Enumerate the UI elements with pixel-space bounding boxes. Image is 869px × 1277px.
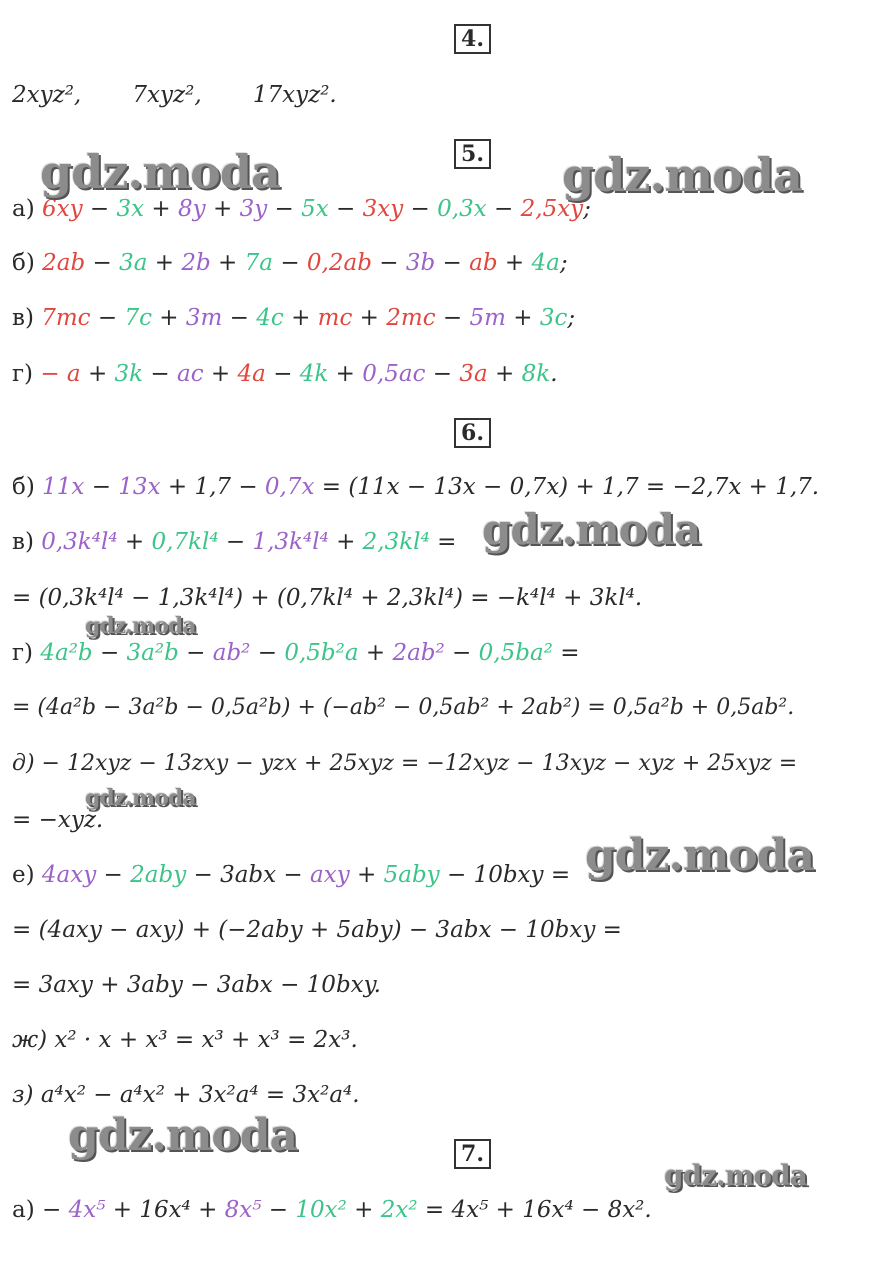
line-6d: д) − 12xyz − 13zxy − yzx + 25xyz = −12xyz − 13xyz − xyz + 25xyz = — [12, 751, 798, 776]
expr-term: 11x — [42, 474, 85, 500]
line-5g: г) − a + 3k − ac + 4a − 4k + 0,5ac − 3a + 8k. — [12, 361, 558, 387]
expr-term: − — [92, 640, 127, 666]
expr-term: 3c — [539, 305, 568, 331]
line-6g-cont: = (4a²b − 3a²b − 0,5a²b) + (−ab² − 0,5ab² + 2ab²) = 0,5a²b + 0,5ab². — [12, 695, 795, 720]
line-5b: б) 2ab − 3a + 2b + 7a − 0,2ab − 3b − ab + 4a; — [12, 250, 568, 276]
expr-term: + — [346, 1197, 381, 1223]
expr-term: − — [178, 640, 213, 666]
expr-term: ac — [177, 361, 204, 387]
expr-term: + — [352, 305, 387, 331]
expr-term: 0,5b²a — [284, 640, 359, 666]
section-number-6: 6. — [454, 418, 491, 448]
expr-term: 4c — [256, 305, 284, 331]
expr-term: − — [403, 196, 438, 222]
expr-term: − — [425, 361, 460, 387]
expr-term: 0,5ac — [362, 361, 426, 387]
line-6zh: ж) x² · x + x³ = x³ + x³ = 2x³. — [12, 1027, 358, 1053]
line-6v: в) 0,3k⁴l⁴ + 0,7kl⁴ − 1,3k⁴l⁴ + 2,3kl⁴ = — [12, 529, 457, 555]
expr-term: + — [505, 305, 540, 331]
expr-term: 3y — [239, 196, 268, 222]
expr-term: + — [328, 529, 363, 555]
expr-term: − — [265, 361, 300, 387]
expr-term: − — [486, 196, 521, 222]
line-6d-cont: = −xyz. — [12, 807, 104, 833]
expr-term: + — [358, 640, 393, 666]
expr-term: − 3abx − — [186, 862, 311, 888]
expr-term: 0,7kl⁴ — [151, 529, 219, 555]
expr-term: 3a²b — [126, 640, 179, 666]
expr-term: + — [210, 250, 245, 276]
watermark: gdz.moda — [664, 1159, 807, 1192]
expr-term: − — [371, 250, 406, 276]
expr-term: + 16x⁴ + — [105, 1197, 225, 1223]
section-number-5: 5. — [454, 139, 491, 169]
expr-term: − — [84, 474, 119, 500]
expr-term: 2ab² — [392, 640, 445, 666]
expr-term: − — [250, 640, 285, 666]
expr-term: 13x — [118, 474, 161, 500]
section-number-7: 7. — [454, 1139, 491, 1169]
expr-term: 4k — [299, 361, 329, 387]
expr-term: − — [267, 196, 302, 222]
expr-term: 5aby — [383, 862, 440, 888]
expr-term: 3a — [459, 361, 488, 387]
expr-term: − 10bxy = — [439, 862, 571, 888]
expr-term: + — [203, 361, 238, 387]
expr-term: . — [550, 361, 558, 387]
expr-term: 4a — [531, 250, 560, 276]
expr-term: 2,5xy — [520, 196, 584, 222]
expr-term: mc — [317, 305, 353, 331]
expr-term: + — [497, 250, 532, 276]
expr-term: + — [80, 361, 115, 387]
expr-term: 3xy — [362, 196, 404, 222]
line-6v-cont: = (0,3k⁴l⁴ − 1,3k⁴l⁴) + (0,7kl⁴ + 2,3kl⁴) = −k⁴l⁴ + 3kl⁴. — [12, 585, 643, 611]
expr-term: 8y — [178, 196, 206, 222]
expr-term: − — [435, 250, 470, 276]
watermark: gdz.moda — [482, 505, 701, 554]
expr-term: − — [444, 640, 479, 666]
expr-term: − — [273, 250, 307, 276]
expr-term: 2mc — [386, 305, 436, 331]
expr-term: − — [96, 862, 131, 888]
expr-term: + — [151, 305, 186, 331]
line-6e-cont2: = 3axy + 3aby − 3abx − 10bxy. — [12, 972, 381, 998]
expr-term: 0,2ab — [306, 250, 372, 276]
line-6b: б) 11x − 13x + 1,7 − 0,7x = (11x − 13x − 0,7x) + 1,7 = −2,7x + 1,7. — [12, 474, 820, 500]
expr-term: 2ab — [42, 250, 86, 276]
expr-term: − — [328, 196, 363, 222]
expr-term: 6xy — [42, 196, 83, 222]
expr-term: 0,3x — [437, 196, 487, 222]
expr-term: 4a²b — [40, 640, 93, 666]
expr-term: axy — [310, 862, 350, 888]
expr-term: + — [117, 529, 152, 555]
expr-term: + — [349, 862, 384, 888]
expr-term: + — [487, 361, 522, 387]
expr-term: 5x — [301, 196, 329, 222]
expr-term: ; — [583, 196, 591, 222]
watermark: gdz.moda — [585, 830, 815, 881]
expr-term: − — [261, 1197, 296, 1223]
watermark: gdz.moda — [562, 148, 802, 202]
expr-term: 0,7x — [264, 474, 315, 500]
expr-term: + — [283, 305, 318, 331]
line-7a: а) − 4x⁵ + 16x⁴ + 8x⁵ − 10x² + 2x² = 4x⁵ + 16x⁴ − 8x². — [12, 1197, 652, 1223]
expr-term: + — [328, 361, 363, 387]
expr-term: − — [222, 305, 257, 331]
expr-term: 2b — [181, 250, 211, 276]
expr-term: + — [144, 196, 179, 222]
expr-term: ; — [567, 305, 576, 331]
expr-term: 3m — [185, 305, 223, 331]
line-4: 2xyz², 7xyz², 17xyz². — [12, 82, 337, 108]
expr-term: ab² — [212, 640, 251, 666]
expr-term: 2x² — [380, 1197, 418, 1223]
expr-term: 3a — [119, 250, 148, 276]
expr-term: 5m — [469, 305, 506, 331]
line-6e-cont1: = (4axy − axy) + (−2aby + 5aby) − 3abx − 10bxy = — [12, 917, 622, 943]
expr-term: 10x² — [295, 1197, 347, 1223]
expr-term: − — [42, 1197, 69, 1223]
watermark: gdz.moda — [85, 613, 196, 639]
section-number-4: 4. — [454, 24, 491, 54]
line-6z: з) a⁴x² − a⁴x² + 3x²a⁴ = 3x²a⁴. — [12, 1082, 360, 1108]
expr-term: 0,5ba² — [478, 640, 553, 666]
expr-term: = — [552, 640, 580, 666]
watermark: gdz.moda — [68, 1110, 298, 1161]
expr-term: 4x⁵ — [68, 1197, 106, 1223]
line-5v: в) 7mc − 7c + 3m − 4c + mc + 2mc − 5m + 3c; — [12, 305, 576, 331]
expr-term: 4a — [237, 361, 266, 387]
expr-term: + — [205, 196, 240, 222]
expr-term: 8k — [521, 361, 551, 387]
expr-term: 3b — [405, 250, 436, 276]
expr-term: 7c — [124, 305, 152, 331]
expr-term: + 1,7 − — [160, 474, 265, 500]
expr-term: − — [90, 305, 125, 331]
watermark: gdz.moda — [40, 145, 280, 199]
expr-term: ; — [559, 250, 568, 276]
line-5a: а) 6xy − 3x + 8y + 3y − 5x − 3xy − 0,3x − 2,5xy; — [12, 196, 591, 222]
expr-term: ab — [469, 250, 498, 276]
expr-term: 1,3k⁴l⁴ — [252, 529, 329, 555]
expr-term: 0,3k⁴l⁴ — [41, 529, 118, 555]
expr-term: 7a — [244, 250, 274, 276]
expr-term: − — [218, 529, 253, 555]
expr-term: + — [147, 250, 182, 276]
expr-term: − — [85, 250, 120, 276]
expr-term: − a — [40, 361, 81, 387]
watermark: gdz.moda — [85, 785, 196, 811]
expr-term: 7mc — [41, 305, 91, 331]
expr-term: − — [82, 196, 117, 222]
expr-term: 3x — [116, 196, 145, 222]
expr-term: 8x⁵ — [224, 1197, 262, 1223]
line-6g: г) 4a²b − 3a²b − ab² − 0,5b²a + 2ab² − 0,5ba² = — [12, 640, 580, 666]
expr-term: 2aby — [130, 862, 187, 888]
expr-term: = — [429, 529, 457, 555]
expr-term: − — [143, 361, 178, 387]
line-6e: е) 4axy − 2aby − 3abx − axy + 5aby − 10bxy = — [12, 862, 571, 888]
expr-term: 2,3kl⁴ — [362, 529, 430, 555]
expr-term: − — [435, 305, 470, 331]
expr-term: 4axy — [41, 862, 97, 888]
expr-term: 3k — [114, 361, 144, 387]
